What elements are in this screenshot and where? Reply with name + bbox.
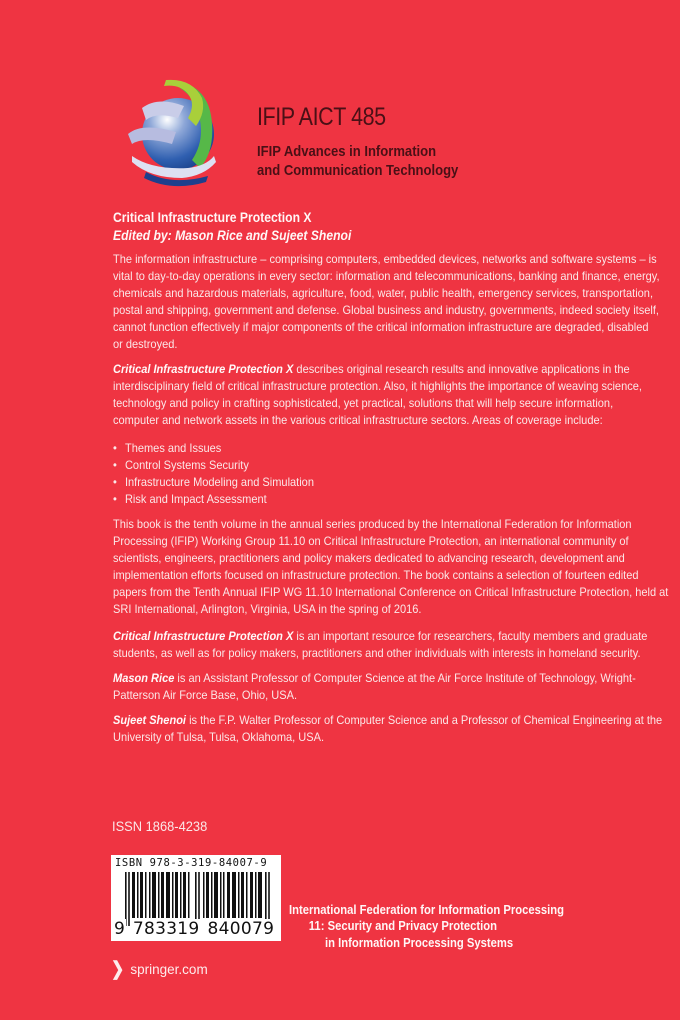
text-line: computer and network assets in the various critical infrastructure sectors. Areas of coverage include:: [113, 413, 603, 428]
emphasized-title: Critical Infrastructure Protection X: [113, 629, 294, 643]
list-item: [113, 457, 314, 474]
isbn-barcode: [111, 855, 281, 941]
footer-line: International Federation for Information Processing: [289, 903, 565, 917]
coverage-list: [113, 440, 314, 508]
text-line: chemicals and hazardous materials, agriculture, food, water, public health, emergency services, transportation,: [113, 286, 654, 301]
book-title: Critical Infrastructure Protection X: [113, 210, 312, 225]
text-line: or destroyed.: [113, 337, 178, 352]
emphasized-title: Critical Infrastructure Protection X: [113, 362, 294, 376]
text-line: describes original research results and innovative applications in the: [293, 362, 630, 376]
text-line: The information infrastructure – comprising computers, embedded devices, networks and software systems – is: [113, 252, 657, 266]
springer-link[interactable]: [111, 959, 208, 979]
series-paragraph: [113, 516, 680, 619]
ean-group-1: 783319: [132, 919, 200, 939]
bullet-icon: •: [113, 475, 117, 490]
springer-link-label: springer.com: [130, 961, 208, 977]
footer-line: in Information Processing Systems: [325, 935, 514, 950]
text-line: cannot function effectively if major components of the critical information infrastructure are degraded, disabled: [113, 320, 649, 335]
series-subtitle-line1: IFIP Advances in Information: [257, 143, 437, 160]
ifip-footer: [289, 902, 564, 951]
text-line: is an Assistant Professor of Computer Science at the Air Force Institute of Technology, Wright-: [174, 671, 636, 685]
editor-bio-rice: [113, 670, 680, 704]
text-line: implementation efforts focused on infrastructure protection. The book contains a selection of fourteen edited: [113, 568, 639, 583]
footer-line: 11: Security and Privacy Protection: [308, 919, 498, 934]
series-subtitle-line2: and Communication Technology: [257, 162, 459, 179]
chevron-right-icon: ❯: [111, 959, 125, 980]
ean-lead-digit: 9: [114, 919, 126, 939]
ean-number: [113, 919, 275, 939]
text-line: This book is the tenth volume in the annual series produced by the International Federation for Information: [113, 517, 632, 531]
isbn-label: ISBN 978-3-319-84007-9: [115, 857, 268, 869]
text-line: students, as well as for policy makers, practitioners and other individuals with interests in homeland security.: [113, 646, 641, 661]
text-line: is the F.P. Walter Professor of Computer Science and a Professor of Chemical Engineering at the: [186, 713, 663, 727]
series-code: IFIP AICT 485: [257, 103, 386, 131]
issn-label: ISSN 1868-4238: [112, 818, 208, 834]
description-paragraph: [113, 361, 680, 429]
editor-bio-shenoi: [113, 712, 680, 746]
text-line: interdisciplinary field of critical infrastructure protection. Also, it highlights the importance of weaving science,: [113, 379, 642, 394]
ean-group-2: 840079: [207, 919, 275, 939]
list-item-label: Risk and Impact Assessment: [124, 492, 267, 507]
text-line: papers from the Tenth Annual IFIP WG 11.10 International Conference on Critical Infrastructure Protection, held at: [113, 585, 669, 600]
text-line: is an important resource for researchers, faculty members and graduate: [293, 629, 648, 643]
text-line: Processing (IFIP) Working Group 11.10 on Critical Infrastructure Protection, an international community of: [113, 534, 629, 549]
barcode-bars-icon: [125, 872, 275, 926]
intro-paragraph: [113, 251, 680, 354]
list-item-label: Control Systems Security: [124, 458, 249, 473]
editor-name: Sujeet Shenoi: [113, 713, 187, 727]
text-line: Patterson Air Force Base, Ohio, USA.: [113, 688, 298, 703]
ifip-globe-logo-icon: [122, 72, 230, 190]
text-line: University of Tulsa, Tulsa, Oklahoma, USA.: [113, 730, 325, 745]
list-item: [113, 491, 314, 508]
text-line: scientists, engineers, practitioners and policy makers dedicated to advancing research, development and: [113, 551, 625, 566]
editor-name: Mason Rice: [113, 671, 175, 685]
list-item-label: Infrastructure Modeling and Simulation: [124, 475, 314, 490]
list-item-label: Themes and Issues: [124, 441, 222, 455]
text-line: technology and policy in crafting sophisticated, yet practical, solutions that will help secure information,: [113, 396, 614, 411]
text-line: SRI International, Arlington, Virginia, USA in the spring of 2016.: [113, 602, 422, 617]
bullet-icon: •: [113, 492, 117, 507]
list-item: [113, 474, 314, 491]
list-item: [113, 440, 314, 457]
text-line: vital to day-to-day operations in every sector: information and telecommunications, banking and finance, energy,: [113, 269, 660, 284]
audience-paragraph: [113, 628, 680, 662]
bullet-icon: •: [113, 441, 117, 455]
book-editors: Edited by: Mason Rice and Sujeet Shenoi: [113, 228, 352, 243]
text-line: postal and shipping, government and defense. Global business and industry, governments, indeed society itself,: [113, 303, 660, 318]
bullet-icon: •: [113, 458, 117, 473]
